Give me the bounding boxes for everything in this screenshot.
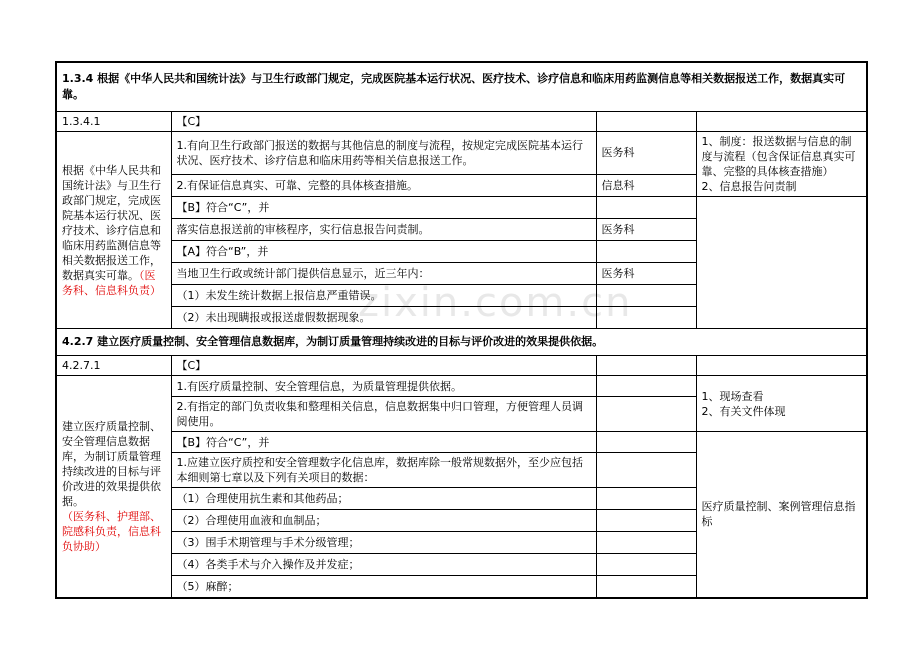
row-dept [596,376,696,397]
row-text: （1）未发生统计数据上报信息严重错误。 [171,285,596,307]
row-text: （3）围手术期管理与手术分级管理； [171,532,596,554]
section2-header: 4.2.7 建立医疗质量控制、安全管理信息数据库，为制订质量管理持续改进的目标与评价改进的效果提供依据。 [56,329,867,356]
section2-header-row [56,329,867,356]
standards-table [55,61,868,599]
section1-code-row [56,112,867,132]
section1-code: 1.3.4.1 [56,112,171,132]
row-text: 2.有指定的部门负责收集和整理相关信息，信息数据集中归口管理，方便管理人员调阅使用。 [171,397,596,432]
section1-grade-c: 【C】 [171,112,596,132]
row-text: 1.有医疗质量控制、安全管理信息，为质量管理提供依据。 [171,376,596,397]
section2-code-row [56,356,867,376]
table-row [56,197,867,219]
row-text: （2）合理使用血液和血制品； [171,510,596,532]
section2-grade-c: 【C】 [171,356,596,376]
row-dept: 医务科 [596,219,696,241]
row-text: （5）麻醉； [171,576,596,598]
table-row [56,132,867,175]
section1-left-text: 根据《中华人民共和国统计法》与卫生行政部门规定，完成医院基本运行状况、医疗技术、诊疗信息和临床用药监测信息等相关数据报送工作，数据真实可靠。（医务科、信息科负责） [56,132,171,329]
section2-responsible: （医务科、护理部、院感科负责，信息科负协助） [62,509,161,553]
row-text: 1.有向卫生行政部门报送的数据与其他信息的制度与流程，按规定完成医院基本运行状况、医疗技术、诊疗信息和临床用药等相关信息报送工作。 [171,132,596,175]
section1-responsible: （医务科、信息科负责） [62,268,161,297]
row-dept [596,576,696,598]
section1-header-row [56,62,867,112]
row-text: 【A】符合“B”，并 [171,241,596,263]
row-text: 2.有保证信息真实、可靠、完整的具体核查措施。 [171,174,596,196]
section1-method: 1、制度：报送数据与信息的制度与流程（包含保证信息真实可靠、完整的具体核查措施） 2、信息报告问责制 [696,132,867,197]
row-dept [596,397,696,432]
section2-method1: 1、现场查看 2、有关文件体现 [696,376,867,432]
row-text: 1.应建立医疗质控和安全管理数字化信息库，数据库除一般常规数据外，至少应包括本细则第七章以及下列有关项目的数据： [171,453,596,488]
row-dept: 医务科 [596,263,696,285]
row-dept [596,453,696,488]
row-dept [596,241,696,263]
section2-code: 4.2.7.1 [56,356,171,376]
row-dept [596,197,696,219]
section1-header: 1.3.4 根据《中华人民共和国统计法》与卫生行政部门规定，完成医院基本运行状况、医疗技术、诊疗信息和临床用药监测信息等相关数据报送工作，数据真实可靠。 [56,62,867,112]
row-dept [596,285,696,307]
row-dept: 信息科 [596,174,696,196]
row-dept [596,532,696,554]
row-dept [596,488,696,510]
row-dept [596,510,696,532]
row-text: （4）各类手术与介入操作及并发症； [171,554,596,576]
row-dept [596,554,696,576]
row-text: 当地卫生行政或统计部门提供信息显示，近三年内： [171,263,596,285]
row-dept [596,307,696,329]
row-text: 【B】符合“C”，并 [171,197,596,219]
row-text: 【B】符合“C”，并 [171,432,596,453]
document [55,61,866,599]
table-row [56,432,867,453]
table-row [56,376,867,397]
row-text: （2）未出现瞒报或报送虚假数据现象。 [171,307,596,329]
watermark: zixin.com.cn [358,280,633,326]
row-text: 落实信息报送前的审核程序，实行信息报告问责制。 [171,219,596,241]
row-text: （1）合理使用抗生素和其他药品； [171,488,596,510]
section2-left-text: 建立医疗质量控制、安全管理信息数据库，为制订质量管理持续改进的目标与评价改进的效果提供依据。 （医务科、护理部、院感科负责，信息科负协助） [56,376,171,598]
section2-method2: 医疗质量控制、案例管理信息指标 [696,432,867,598]
row-dept: 医务科 [596,132,696,175]
row-dept [596,432,696,453]
